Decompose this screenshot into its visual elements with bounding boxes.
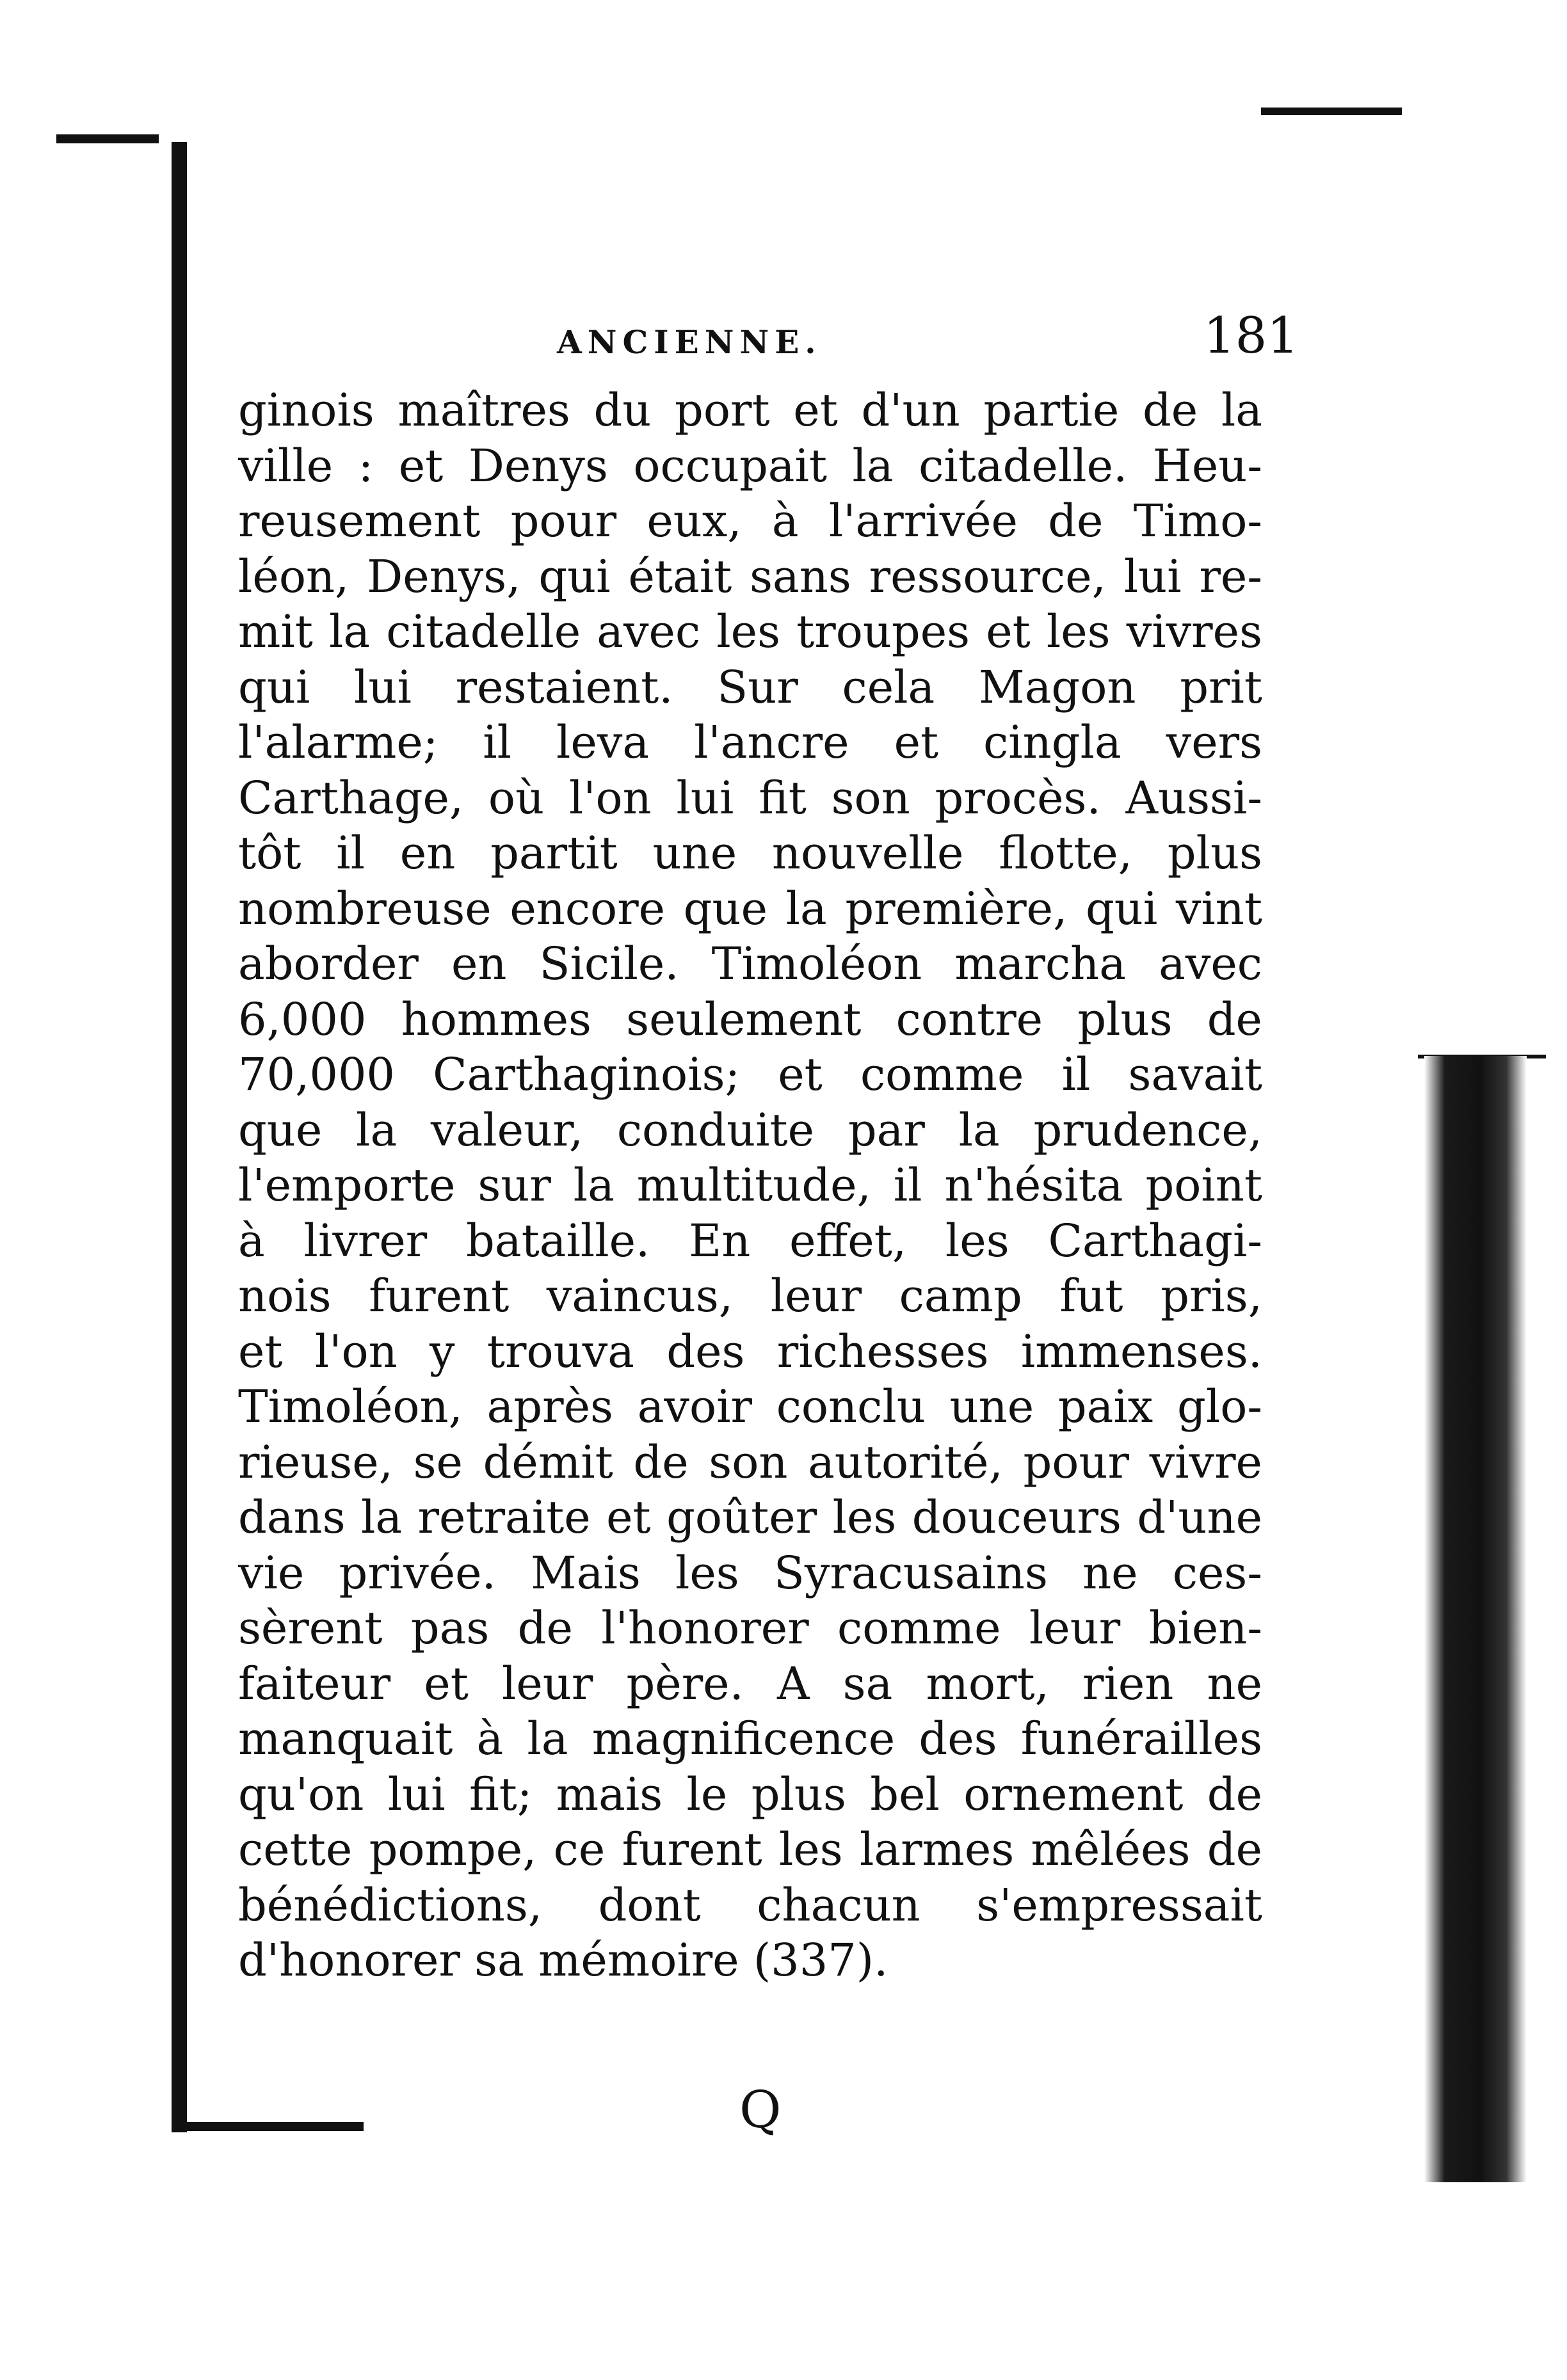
binding-bottom-rule xyxy=(172,2122,364,2131)
text-line: rieuse, se démit de son autorité, pour vivre xyxy=(238,1435,1262,1489)
text-line: mit la citadelle avec les troupes et les vivres xyxy=(238,605,1262,658)
text-line: qui lui restaient. Sur cela Magon prit xyxy=(238,660,1262,714)
body-text xyxy=(238,383,1262,1988)
text-line: nombreuse encore que la première, qui vint xyxy=(238,882,1262,935)
text-line: dans la retraite et goûter les douceurs d'une xyxy=(238,1491,1262,1544)
text-line-last: d'honorer sa mémoire (337). xyxy=(238,1934,888,1986)
text-line: tôt il en partit une nouvelle flotte, plus xyxy=(238,827,1262,879)
adjacent-page-edge xyxy=(1424,1056,1527,2182)
page-number: 181 xyxy=(1203,307,1299,365)
text-line: reusement pour eux, à l'arrivée de Timo- xyxy=(238,495,1262,547)
text-line: à livrer bataille. En effet, les Carthagi- xyxy=(238,1214,1262,1267)
text-line: Timoléon, après avoir conclu une paix glo- xyxy=(238,1380,1262,1433)
text-line: qu'on lui fit; mais le plus bel ornement de xyxy=(238,1768,1262,1821)
text-line: 6,000 hommes seulement contre plus de xyxy=(238,993,1262,1046)
text-line: que la valeur, conduite par la prudence, xyxy=(238,1103,1262,1156)
text-line: vie privée. Mais les Syracusains ne ces- xyxy=(238,1546,1262,1599)
text-line: nois furent vaincus, leur camp fut pris, xyxy=(238,1270,1262,1322)
text-line: bénédictions, dont chacun s'empressait xyxy=(238,1878,1262,1931)
text-line: l'emporte sur la multitude, il n'hésita point xyxy=(238,1159,1262,1211)
text-line: et l'on y trouva des richesses immenses. xyxy=(238,1325,1262,1378)
text-line: léon, Denys, qui était sans ressource, lui re- xyxy=(238,550,1262,603)
text-line: faiteur et leur père. A sa mort, rien ne xyxy=(238,1657,1262,1710)
binding-top-rule xyxy=(56,134,159,143)
text-line: ginois maîtres du port et d'un partie de la xyxy=(238,384,1262,436)
signature-mark: Q xyxy=(739,2080,782,2139)
text-line: aborder en Sicile. Timoléon marcha avec xyxy=(238,938,1262,990)
text-line: Carthage, où l'on lui fit son procès. Aussi- xyxy=(238,771,1262,824)
text-line: ville : et Denys occupait la citadelle. Heu- xyxy=(238,439,1262,492)
text-line: cette pompe, ce furent les larmes mêlées de xyxy=(238,1823,1262,1876)
scratch-mark xyxy=(1261,108,1402,115)
text-line: l'alarme; il leva l'ancre et cingla vers xyxy=(238,716,1262,769)
text-line: sèrent pas de l'honorer comme leur bien- xyxy=(238,1602,1262,1654)
text-line: 70,000 Carthaginois; et comme il savait xyxy=(238,1048,1262,1101)
binding-edge xyxy=(172,142,187,2132)
running-head: ANCIENNE. xyxy=(557,323,822,361)
text-line: manquait à la magnificence des funérailles xyxy=(238,1713,1262,1765)
